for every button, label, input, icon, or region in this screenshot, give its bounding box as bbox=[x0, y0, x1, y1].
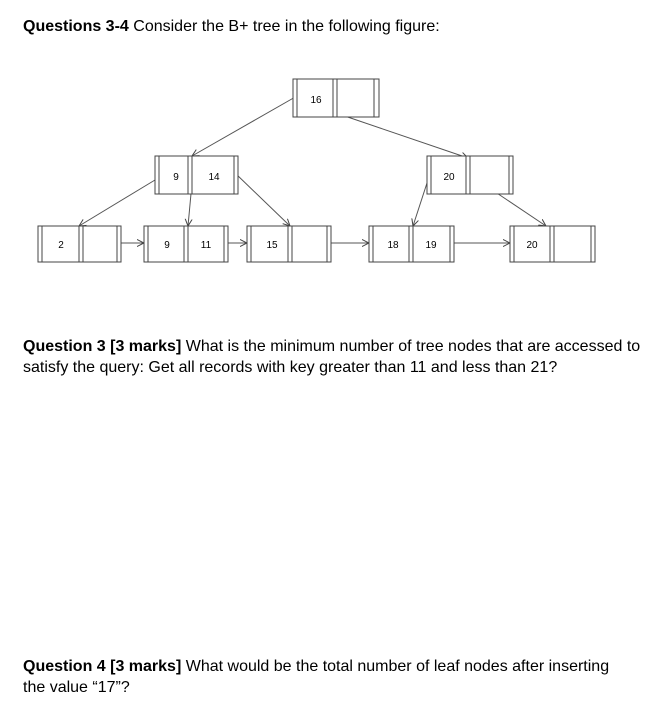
edge-root-to-left bbox=[192, 96, 297, 156]
leaf-node-3 bbox=[247, 226, 331, 262]
bplus-tree-figure bbox=[0, 0, 648, 300]
leaf-node-4 bbox=[369, 226, 454, 262]
internal-node-right bbox=[427, 156, 513, 194]
leaf-node-2 bbox=[144, 226, 228, 262]
leaf4-key-2: 19 bbox=[425, 240, 437, 251]
leaf3-key-1: 15 bbox=[266, 240, 278, 251]
leaf5-key-1: 20 bbox=[526, 240, 538, 251]
leaf4-key-1: 18 bbox=[387, 240, 399, 251]
root-key-1: 16 bbox=[310, 95, 322, 106]
leaf-node-1 bbox=[38, 226, 121, 262]
internal-left-key-1: 9 bbox=[173, 172, 179, 183]
question-3-text: What is the minimum number of tree nodes that are accessed to satisfy the query: Get all records with key greater than 11 and less than 21? bbox=[23, 338, 641, 376]
question-4-text: What would be the total number of leaf nodes after inserting the value “17”? bbox=[23, 658, 610, 696]
leaf1-key-1: 2 bbox=[58, 240, 64, 251]
question-4 bbox=[23, 656, 623, 698]
edge-left-to-leaf1 bbox=[79, 180, 155, 226]
root-node bbox=[293, 79, 379, 117]
question-4-label: Question 4 [3 marks] bbox=[23, 658, 182, 675]
internal-right-key-1: 20 bbox=[443, 172, 455, 183]
question-3-label: Question 3 [3 marks] bbox=[23, 338, 182, 355]
leaf-node-5 bbox=[510, 226, 595, 262]
internal-left-key-2: 14 bbox=[208, 172, 220, 183]
leaf2-key-2: 11 bbox=[200, 240, 212, 251]
leaf2-key-1: 9 bbox=[164, 240, 170, 251]
question-3 bbox=[23, 336, 641, 378]
internal-node-left bbox=[155, 156, 238, 194]
edge-left-to-leaf3 bbox=[235, 173, 290, 226]
heading-bold: Questions 3-4 bbox=[23, 18, 129, 35]
edge-right-to-leaf4 bbox=[413, 183, 427, 226]
edge-root-to-right bbox=[333, 112, 468, 158]
heading-text: Consider the B+ tree in the following figure: bbox=[128, 18, 440, 35]
